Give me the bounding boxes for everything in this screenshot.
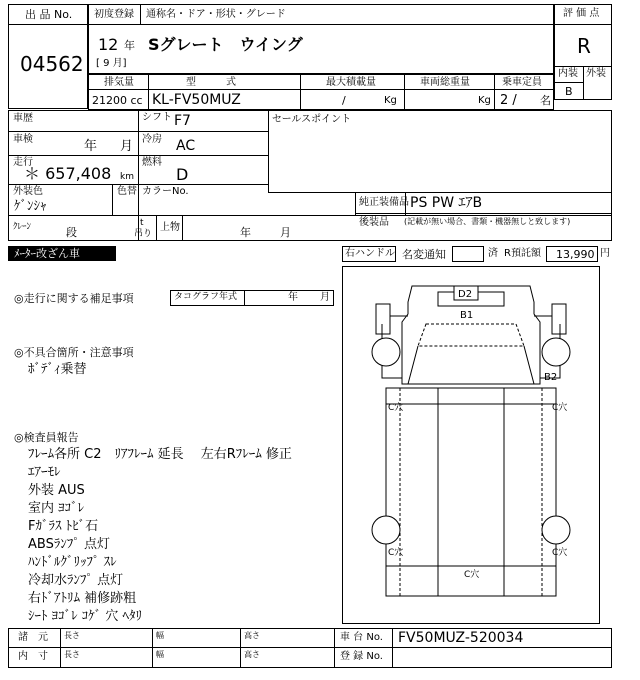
- fuel-label: 燃料: [142, 157, 162, 168]
- length-label-2: 長さ: [64, 650, 80, 659]
- mark-d2: D2: [458, 289, 473, 300]
- history-label: 車歴: [13, 113, 33, 124]
- chassis-value: FV50MUZ-520034: [398, 630, 524, 646]
- model-value: KL-FV50MUZ: [152, 92, 241, 108]
- fuel-value: D: [176, 165, 189, 184]
- aftermarket-note: (記載が無い場合、書類・機器無しと致します): [404, 217, 571, 226]
- mark-c-hole-rear-left: C穴: [388, 548, 404, 558]
- interior-dims-label: 内 寸: [18, 651, 48, 662]
- inspector-line: ﾌﾚｰﾑ各所 C2 ﾘｱﾌﾚｰﾑ 延長 左右Rﾌﾚｰﾑ 修正: [28, 447, 292, 462]
- month-value: [ 9 月]: [96, 58, 127, 69]
- color-number-label: カラーNo.: [142, 186, 189, 197]
- displacement-value: 21200 cc: [92, 94, 143, 107]
- riders-value: 2 /: [500, 93, 517, 108]
- gross-weight-label: 車両総重量: [420, 77, 470, 88]
- shift-value: F7: [174, 113, 191, 129]
- length-label: 長さ: [64, 631, 80, 640]
- displacement-label: 排気量: [104, 77, 134, 88]
- height-label-2: 高さ: [244, 650, 260, 659]
- truck-diagram: [342, 266, 600, 624]
- interior-label: 内装: [558, 68, 578, 79]
- riders-label: 乗車定員: [502, 77, 542, 88]
- front-right-wheel: [542, 338, 570, 366]
- odometer-tamper-text: ﾒｰﾀｰ改ざん車: [14, 247, 80, 260]
- inspector-line: 冷却水ﾗﾝﾌﾟ 点灯: [28, 573, 124, 588]
- tachograph-label: タコグラフ年式: [174, 292, 238, 302]
- first-registration-label: 初度登録: [94, 9, 134, 20]
- inspector-line: 外装 AUS: [28, 483, 85, 498]
- sales-point-label: セールスポイント: [272, 114, 352, 125]
- width-label-2: 幅: [156, 650, 164, 659]
- cargo-body: [386, 388, 556, 596]
- crane-lift: 吊り: [134, 229, 153, 239]
- recycle-amount: 13,990: [556, 248, 595, 261]
- aftermarket-label: 後装品: [359, 217, 389, 228]
- front-left-wheel: [372, 338, 400, 366]
- year-value: 12: [98, 35, 119, 54]
- travel-heading: ◎走行に関する補足事項: [14, 292, 134, 305]
- inspection-year: 年: [84, 139, 98, 154]
- inspection-label: 車検: [13, 134, 33, 145]
- riders-unit: 名: [540, 94, 551, 107]
- lot-label: 出 品 No.: [25, 8, 73, 21]
- rear-left-wheel: [372, 516, 400, 544]
- mark-c-hole-left: C穴: [388, 403, 404, 413]
- inspector-line: 室内 ﾖｺﾞﾚ: [28, 501, 85, 516]
- registration-label: 登 録 No.: [340, 651, 383, 662]
- dims-label: 諸 元: [18, 632, 48, 643]
- mileage-unit: km: [120, 172, 134, 182]
- name-label: 通称名・ドア・形状・グレード: [146, 9, 286, 20]
- mark-c-hole-rear-right: C穴: [552, 548, 568, 558]
- mark-c-hole-right: C穴: [552, 403, 568, 413]
- exterior-label: 外装: [586, 68, 606, 79]
- tachograph-year: 年: [288, 292, 298, 303]
- recycle-label: R預託額: [504, 248, 541, 259]
- inspector-heading: ◎検査員報告: [14, 431, 79, 444]
- chassis-label: 車 台 No.: [340, 632, 383, 643]
- color-value: ｹﾞﾝｼｬ: [14, 199, 47, 214]
- year-unit: 年: [124, 39, 135, 52]
- recycle-mark: 済: [488, 248, 498, 259]
- equipment-value: PS PW ｴｱB: [410, 195, 483, 211]
- right-mirror: [552, 304, 566, 334]
- cab-inner: [418, 324, 524, 346]
- shift-label: シフト: [142, 112, 172, 123]
- liftgate-year: 年: [240, 226, 251, 239]
- tachograph-month: 月: [320, 292, 330, 303]
- crane-stage: 段: [66, 226, 77, 239]
- name-change-box: [452, 246, 484, 262]
- liftgate-label: 上物: [160, 222, 180, 233]
- inspector-line: ABSﾗﾝﾌﾟ 点灯: [28, 537, 110, 552]
- capacity-unit: Kg: [384, 95, 397, 106]
- crane-label: ｸﾚｰﾝ: [13, 222, 32, 232]
- name-change-label: 名変通知: [402, 248, 446, 261]
- evaluation-score: R: [577, 34, 591, 58]
- capacity-label: 最大積載量: [326, 77, 376, 88]
- equipment-label: 純正装備品: [359, 197, 409, 208]
- mark-b2: B2: [544, 372, 558, 383]
- mileage-value: ＊ 657,408: [24, 164, 112, 183]
- inspector-line: 右ﾄﾞｱﾄﾘﾑ 補修跡粗: [28, 591, 137, 606]
- defects-heading: ◎不具合箇所・注意事項: [14, 346, 134, 359]
- left-mirror: [376, 304, 390, 334]
- interior-score: B: [565, 85, 573, 98]
- rear-right-wheel: [542, 516, 570, 544]
- width-label: 幅: [156, 631, 164, 640]
- ac-label: 冷房: [142, 134, 162, 145]
- evaluation-label: 評 価 点: [563, 8, 600, 19]
- inspector-line: ﾊﾝﾄﾞﾙｸﾞﾘｯﾌﾟ ｽﾚ: [28, 555, 117, 570]
- recycle-unit: 円: [600, 248, 610, 259]
- crane-t: t: [140, 218, 144, 228]
- car-name: Sグレート ウイング: [148, 35, 303, 54]
- mileage-label: 走行: [13, 157, 33, 168]
- ac-value: AC: [176, 138, 196, 154]
- inspector-line: ｴｱｰﾓﾚ: [28, 465, 61, 480]
- height-label: 高さ: [244, 631, 260, 640]
- mark-b1: B1: [460, 310, 474, 321]
- gross-unit: Kg: [478, 95, 491, 106]
- model-label: 型 式: [186, 77, 236, 88]
- mark-c-hole-tail: C穴: [464, 570, 480, 580]
- liftgate-month: 月: [280, 226, 291, 239]
- lot-number: 04562: [20, 52, 84, 76]
- capacity-value: /: [342, 94, 346, 107]
- defect-line: ﾎﾞﾃﾞｨ乗替: [28, 362, 87, 377]
- right-handle: 右ハンドル: [345, 248, 395, 259]
- color-label: 外装色: [13, 186, 43, 197]
- inspector-line: Fｶﾞﾗｽ ﾄﾋﾞ石: [28, 519, 99, 534]
- inspector-line: ｼｰﾄ ﾖｺﾞﾚ ｺｹﾞ 穴 ﾍﾀﾘ: [28, 609, 143, 624]
- cab-outline: [402, 286, 540, 384]
- color-change-label: 色替: [117, 186, 137, 197]
- inspection-month: 月: [120, 139, 134, 154]
